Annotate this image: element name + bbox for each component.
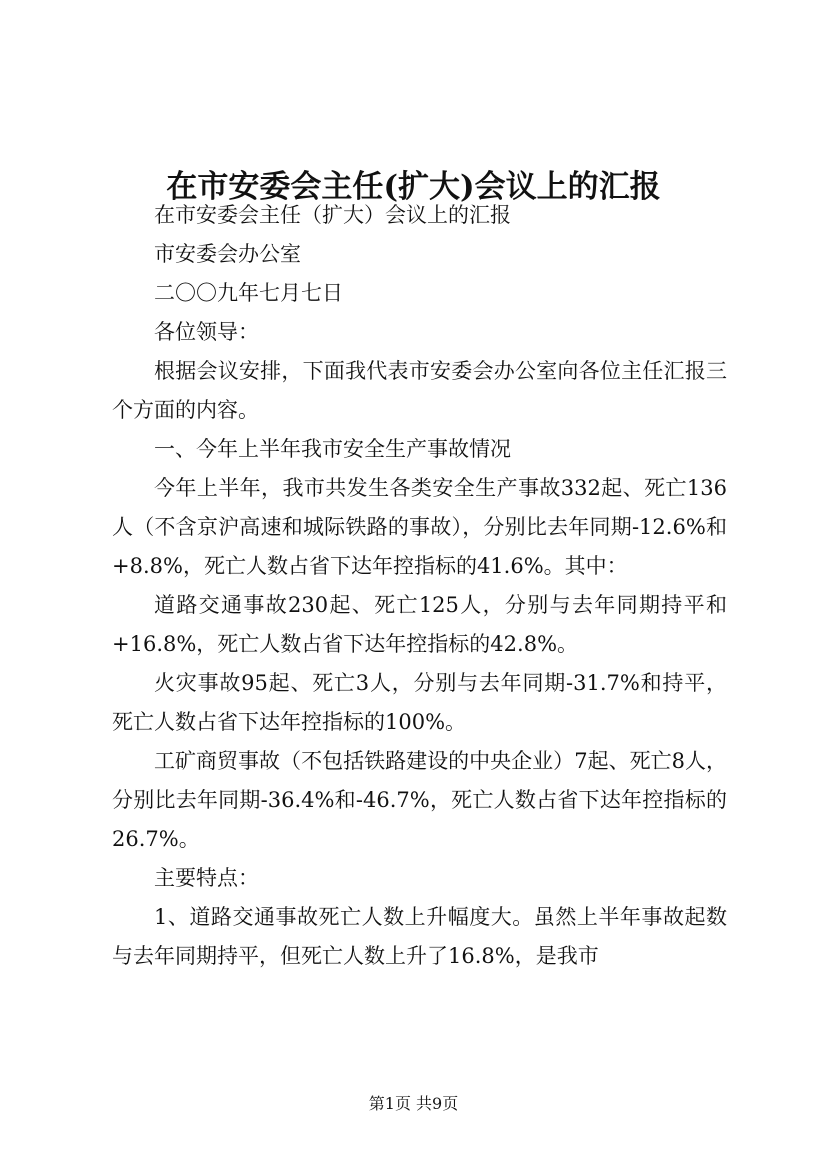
page-footer: 第1页 共9页 [368,1094,459,1113]
document-body [112,196,727,976]
paragraph-intro: 根据会议安排，下面我代表市安委会办公室向各位主任汇报三个方面的内容。 [112,359,727,422]
paragraph-features-heading: 主要特点： [154,866,259,890]
paragraph-fire: 火灾事故95起、死亡3人，分别与去年同期-31.7%和持平，死亡人数占省下达年控指标的100%。 [112,671,727,734]
paragraph-date: 二〇〇九年七月七日 [154,281,343,305]
paragraph-salutation: 各位领导： [154,320,259,344]
paragraph-industrial: 工矿商贸事故（不包括铁路建设的中央企业）7起、死亡8人，分别比去年同期-36.4%和-46.7%，死亡人数占省下达年控指标的26.7%。 [112,749,727,851]
document-title: 在市安委会主任(扩大)会议上的汇报 [166,168,661,205]
paragraph-author: 市安委会办公室 [154,242,301,266]
paragraph-road-traffic: 道路交通事故230起、死亡125人，分别与去年同期持平和+16.8%，死亡人数占省下达年控指标的42.8%。 [112,593,727,656]
paragraph-subtitle: 在市安委会主任（扩大）会议上的汇报 [154,203,511,227]
paragraph-section-heading: 一、今年上半年我市安全生产事故情况 [154,437,511,461]
paragraph-feature-1: 1、道路交通事故死亡人数上升幅度大。虽然上半年事故起数与去年同期持平，但死亡人数上升了16.8%，是我市 [112,905,727,968]
paragraph-overview: 今年上半年，我市共发生各类安全生产事故332起、死亡136人（不含京沪高速和城际铁路的事故），分别比去年同期-12.6%和+8.8%，死亡人数占省下达年控指标的41.6%。其中： [112,476,727,578]
